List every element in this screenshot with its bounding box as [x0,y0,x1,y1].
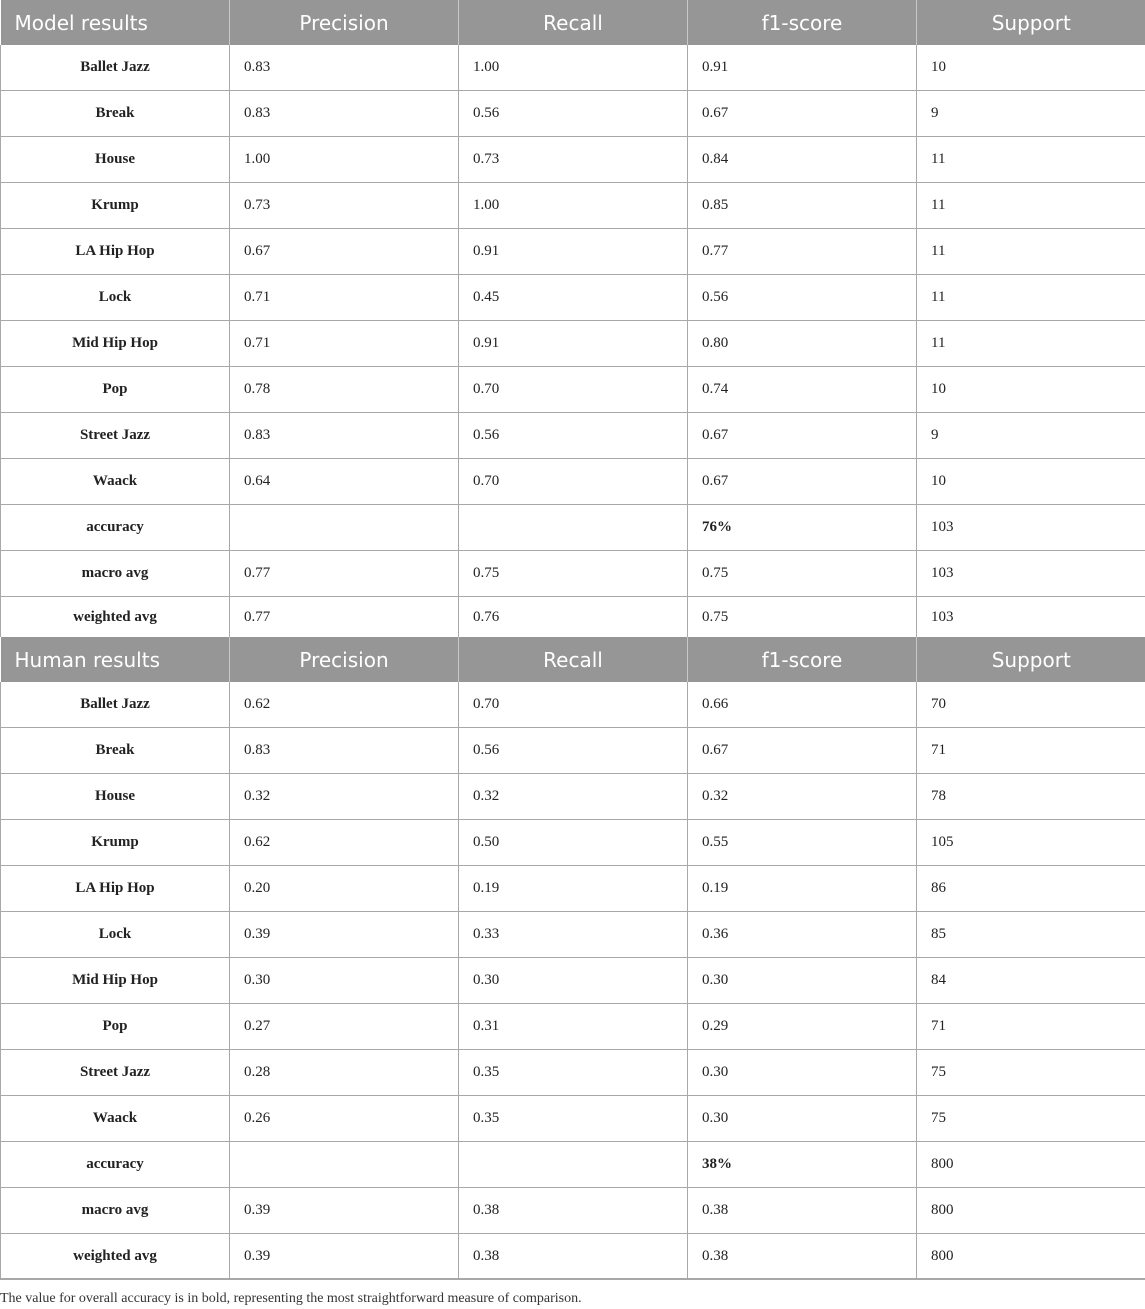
recall-cell: 0.50 [459,820,688,866]
support-cell: 78 [917,774,1145,820]
table-row [1,728,1145,774]
recall-cell: 0.19 [459,866,688,912]
precision-cell: 0.83 [230,413,459,459]
row-label-cell: Pop [1,367,230,413]
row-label-cell: Waack [1,459,230,505]
model-header-cell: Recall [459,0,688,45]
f1-cell: 0.32 [688,774,917,820]
support-cell: 103 [917,597,1145,638]
support-cell: 10 [917,45,1145,91]
table-row [1,774,1145,820]
row-label-cell: accuracy [1,505,230,551]
precision-cell: 0.83 [230,728,459,774]
precision-cell [230,505,459,551]
support-cell: 800 [917,1234,1145,1280]
precision-cell: 0.28 [230,1050,459,1096]
precision-cell: 0.78 [230,367,459,413]
row-label-cell: Lock [1,912,230,958]
table-row [1,682,1145,728]
row-label-cell: Street Jazz [1,1050,230,1096]
recall-cell: 0.91 [459,321,688,367]
recall-cell: 0.30 [459,958,688,1004]
row-label-cell: Krump [1,820,230,866]
precision-cell: 0.39 [230,912,459,958]
f1-cell: 0.36 [688,912,917,958]
row-label-cell: Lock [1,275,230,321]
f1-cell: 0.67 [688,459,917,505]
precision-cell: 0.64 [230,459,459,505]
recall-cell: 0.91 [459,229,688,275]
f1-cell: 0.74 [688,367,917,413]
recall-cell: 0.35 [459,1050,688,1096]
recall-cell: 0.75 [459,551,688,597]
recall-cell: 0.56 [459,413,688,459]
precision-cell: 0.39 [230,1188,459,1234]
f1-cell: 0.91 [688,45,917,91]
table-row [1,1188,1145,1234]
table-row [1,1050,1145,1096]
row-label-cell: Ballet Jazz [1,45,230,91]
row-label-cell: Ballet Jazz [1,682,230,728]
support-cell: 75 [917,1096,1145,1142]
support-cell: 71 [917,1004,1145,1050]
precision-cell: 0.32 [230,774,459,820]
support-cell: 85 [917,912,1145,958]
table-row [1,45,1145,91]
precision-cell: 0.83 [230,45,459,91]
support-cell: 71 [917,728,1145,774]
f1-cell: 0.75 [688,551,917,597]
table-row [1,1234,1145,1280]
table-row [1,1096,1145,1142]
model-header-cell: Precision [230,0,459,45]
f1-cell: 0.29 [688,1004,917,1050]
table-row [1,321,1145,367]
recall-cell: 0.31 [459,1004,688,1050]
f1-cell: 38% [688,1142,917,1188]
support-cell: 800 [917,1188,1145,1234]
recall-cell: 0.38 [459,1234,688,1280]
support-cell: 10 [917,367,1145,413]
recall-cell: 0.35 [459,1096,688,1142]
precision-cell: 0.77 [230,551,459,597]
model-header-cell: Support [917,0,1145,45]
support-cell: 70 [917,682,1145,728]
table-row [1,1142,1145,1188]
precision-cell: 0.71 [230,321,459,367]
f1-cell: 0.38 [688,1234,917,1280]
precision-cell: 0.77 [230,597,459,638]
table-row [1,413,1145,459]
table-row [1,597,1145,638]
row-label-cell: Krump [1,183,230,229]
support-cell: 105 [917,820,1145,866]
row-label-cell: Break [1,728,230,774]
table-row [1,91,1145,137]
support-cell: 11 [917,183,1145,229]
f1-cell: 0.85 [688,183,917,229]
f1-cell: 0.67 [688,413,917,459]
f1-cell: 0.66 [688,682,917,728]
row-label-cell: Pop [1,1004,230,1050]
row-label-cell: Waack [1,1096,230,1142]
row-label-cell: Mid Hip Hop [1,958,230,1004]
human-header-row [1,637,1145,682]
model-header-cell: Model results [1,0,230,45]
support-cell: 86 [917,866,1145,912]
recall-cell: 0.76 [459,597,688,638]
support-cell: 11 [917,275,1145,321]
recall-cell: 0.45 [459,275,688,321]
row-label-cell: weighted avg [1,597,230,638]
human-header-cell: Human results [1,637,230,682]
human-header-cell: f1-score [688,637,917,682]
table-footnote: The value for overall accuracy is in bold, representing the most straightforward measure of comparison. [0,1291,582,1306]
recall-cell: 0.70 [459,367,688,413]
table-row [1,820,1145,866]
model-header-cell: f1-score [688,0,917,45]
precision-cell: 0.73 [230,183,459,229]
recall-cell [459,1142,688,1188]
precision-cell: 0.39 [230,1234,459,1280]
row-label-cell: macro avg [1,551,230,597]
row-label-cell: LA Hip Hop [1,229,230,275]
f1-cell: 76% [688,505,917,551]
f1-cell: 0.84 [688,137,917,183]
precision-cell: 0.71 [230,275,459,321]
human-header-cell: Support [917,637,1145,682]
table-row [1,912,1145,958]
precision-cell: 0.27 [230,1004,459,1050]
row-label-cell: Break [1,91,230,137]
f1-cell: 0.75 [688,597,917,638]
recall-cell: 0.70 [459,682,688,728]
f1-cell: 0.67 [688,91,917,137]
support-cell: 103 [917,551,1145,597]
human-header-cell: Precision [230,637,459,682]
recall-cell: 0.56 [459,728,688,774]
model-header-row [1,0,1145,45]
support-cell: 10 [917,459,1145,505]
precision-cell [230,1142,459,1188]
recall-cell: 0.56 [459,91,688,137]
recall-cell [459,505,688,551]
f1-cell: 0.80 [688,321,917,367]
precision-cell: 1.00 [230,137,459,183]
recall-cell: 0.70 [459,459,688,505]
table-row [1,505,1145,551]
f1-cell: 0.77 [688,229,917,275]
human-header-cell: Recall [459,637,688,682]
recall-cell: 0.73 [459,137,688,183]
table-row [1,229,1145,275]
f1-cell: 0.30 [688,1050,917,1096]
precision-cell: 0.20 [230,866,459,912]
row-label-cell: House [1,774,230,820]
f1-cell: 0.67 [688,728,917,774]
table-row [1,275,1145,321]
table-row [1,958,1145,1004]
table-row [1,1004,1145,1050]
f1-cell: 0.56 [688,275,917,321]
support-cell: 103 [917,505,1145,551]
f1-cell: 0.30 [688,1096,917,1142]
row-label-cell: LA Hip Hop [1,866,230,912]
table-bottom-rule [0,1278,1145,1279]
precision-cell: 0.67 [230,229,459,275]
support-cell: 11 [917,229,1145,275]
row-label-cell: accuracy [1,1142,230,1188]
support-cell: 800 [917,1142,1145,1188]
support-cell: 9 [917,91,1145,137]
precision-cell: 0.83 [230,91,459,137]
recall-cell: 1.00 [459,45,688,91]
precision-cell: 0.30 [230,958,459,1004]
table-row [1,866,1145,912]
support-cell: 9 [917,413,1145,459]
table-row [1,551,1145,597]
recall-cell: 0.33 [459,912,688,958]
f1-cell: 0.19 [688,866,917,912]
table-row [1,367,1145,413]
f1-cell: 0.38 [688,1188,917,1234]
support-cell: 84 [917,958,1145,1004]
row-label-cell: Street Jazz [1,413,230,459]
precision-cell: 0.62 [230,682,459,728]
support-cell: 11 [917,137,1145,183]
table-row [1,459,1145,505]
f1-cell: 0.55 [688,820,917,866]
precision-cell: 0.26 [230,1096,459,1142]
recall-cell: 0.32 [459,774,688,820]
row-label-cell: weighted avg [1,1234,230,1280]
precision-cell: 0.62 [230,820,459,866]
row-label-cell: Mid Hip Hop [1,321,230,367]
support-cell: 75 [917,1050,1145,1096]
f1-cell: 0.30 [688,958,917,1004]
table-row [1,137,1145,183]
recall-cell: 0.38 [459,1188,688,1234]
table-row [1,183,1145,229]
support-cell: 11 [917,321,1145,367]
row-label-cell: macro avg [1,1188,230,1234]
row-label-cell: House [1,137,230,183]
recall-cell: 1.00 [459,183,688,229]
